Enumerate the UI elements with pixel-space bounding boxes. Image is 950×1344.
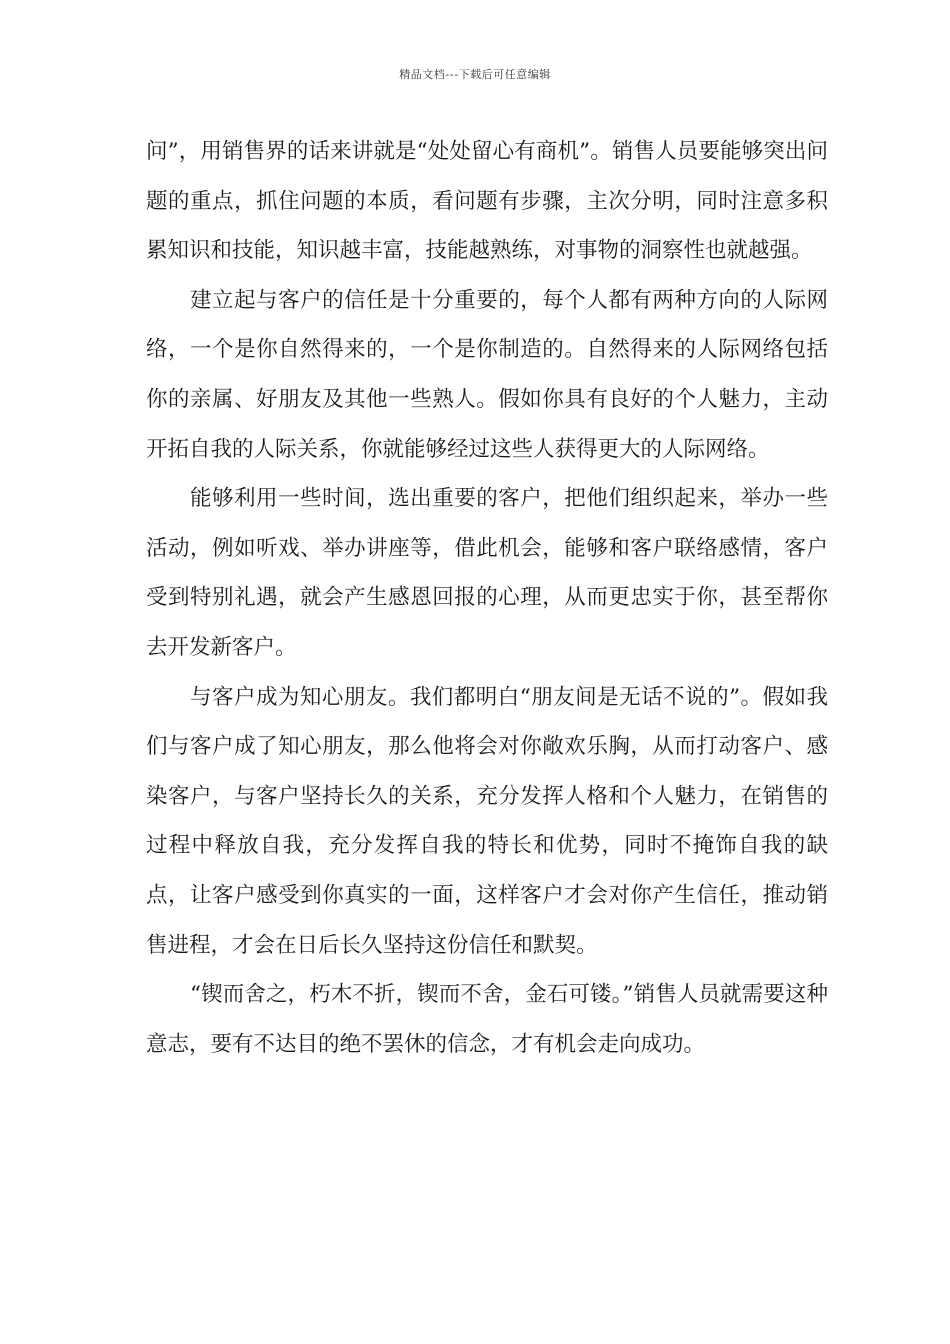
page-header: 精品文档---下载后可任意编辑 [399, 68, 551, 81]
paragraph: 能够利用一些时间，选出重要的客户，把他们组织起来，举办一些活动，例如听戏、举办讲座等，借此机会，能够和客户联络感情，客户受到特别礼遇，就会产生感恩回报的心理，从而更忠实于你，甚至帮你去开发新客户。 [146, 486, 828, 660]
document-body [146, 127, 828, 1069]
paragraph: “锲而舍之，朽木不折，锲而不舍，金石可镂。”销售人员就需要这种意志，要有不达目的绝不罢休的信念，才有机会走向成功。 [146, 982, 828, 1057]
paragraph: 建立起与客户的信任是十分重要的，每个人都有两种方向的人际网络，一个是你自然得来的，一个是你制造的。自然得来的人际网络包括你的亲属、好朋友及其他一些熟人。假如你具有良好的个人魅力，主动开拓自我的人际关系，你就能够经过这些人获得更大的人际网络。 [146, 287, 828, 462]
paragraph: 与客户成为知心朋友。我们都明白“朋友间是无话不说的”。假如我们与客户成了知心朋友，那么他将会对你敞欢乐胸，从而打动客户、感染客户，与客户坚持长久的关系，充分发挥人格和个人魅力，在销售的过程中释放自我，充分发挥自我的特长和优势，同时不掩饰自我的缺点，让客户感受到你真实的一面，这样客户才会对你产生信任，推动销售进程，才会在日后长久坚持这份信任和默契。 [146, 684, 828, 958]
paragraph: 问”，用销售界的话来讲就是“处处留心有商机”。销售人员要能够突出问题的重点，抓住问题的本质，看问题有步骤，主次分明，同时注意多积累知识和技能，知识越丰富，技能越熟练，对事物的洞察性也就越强。 [146, 139, 828, 264]
